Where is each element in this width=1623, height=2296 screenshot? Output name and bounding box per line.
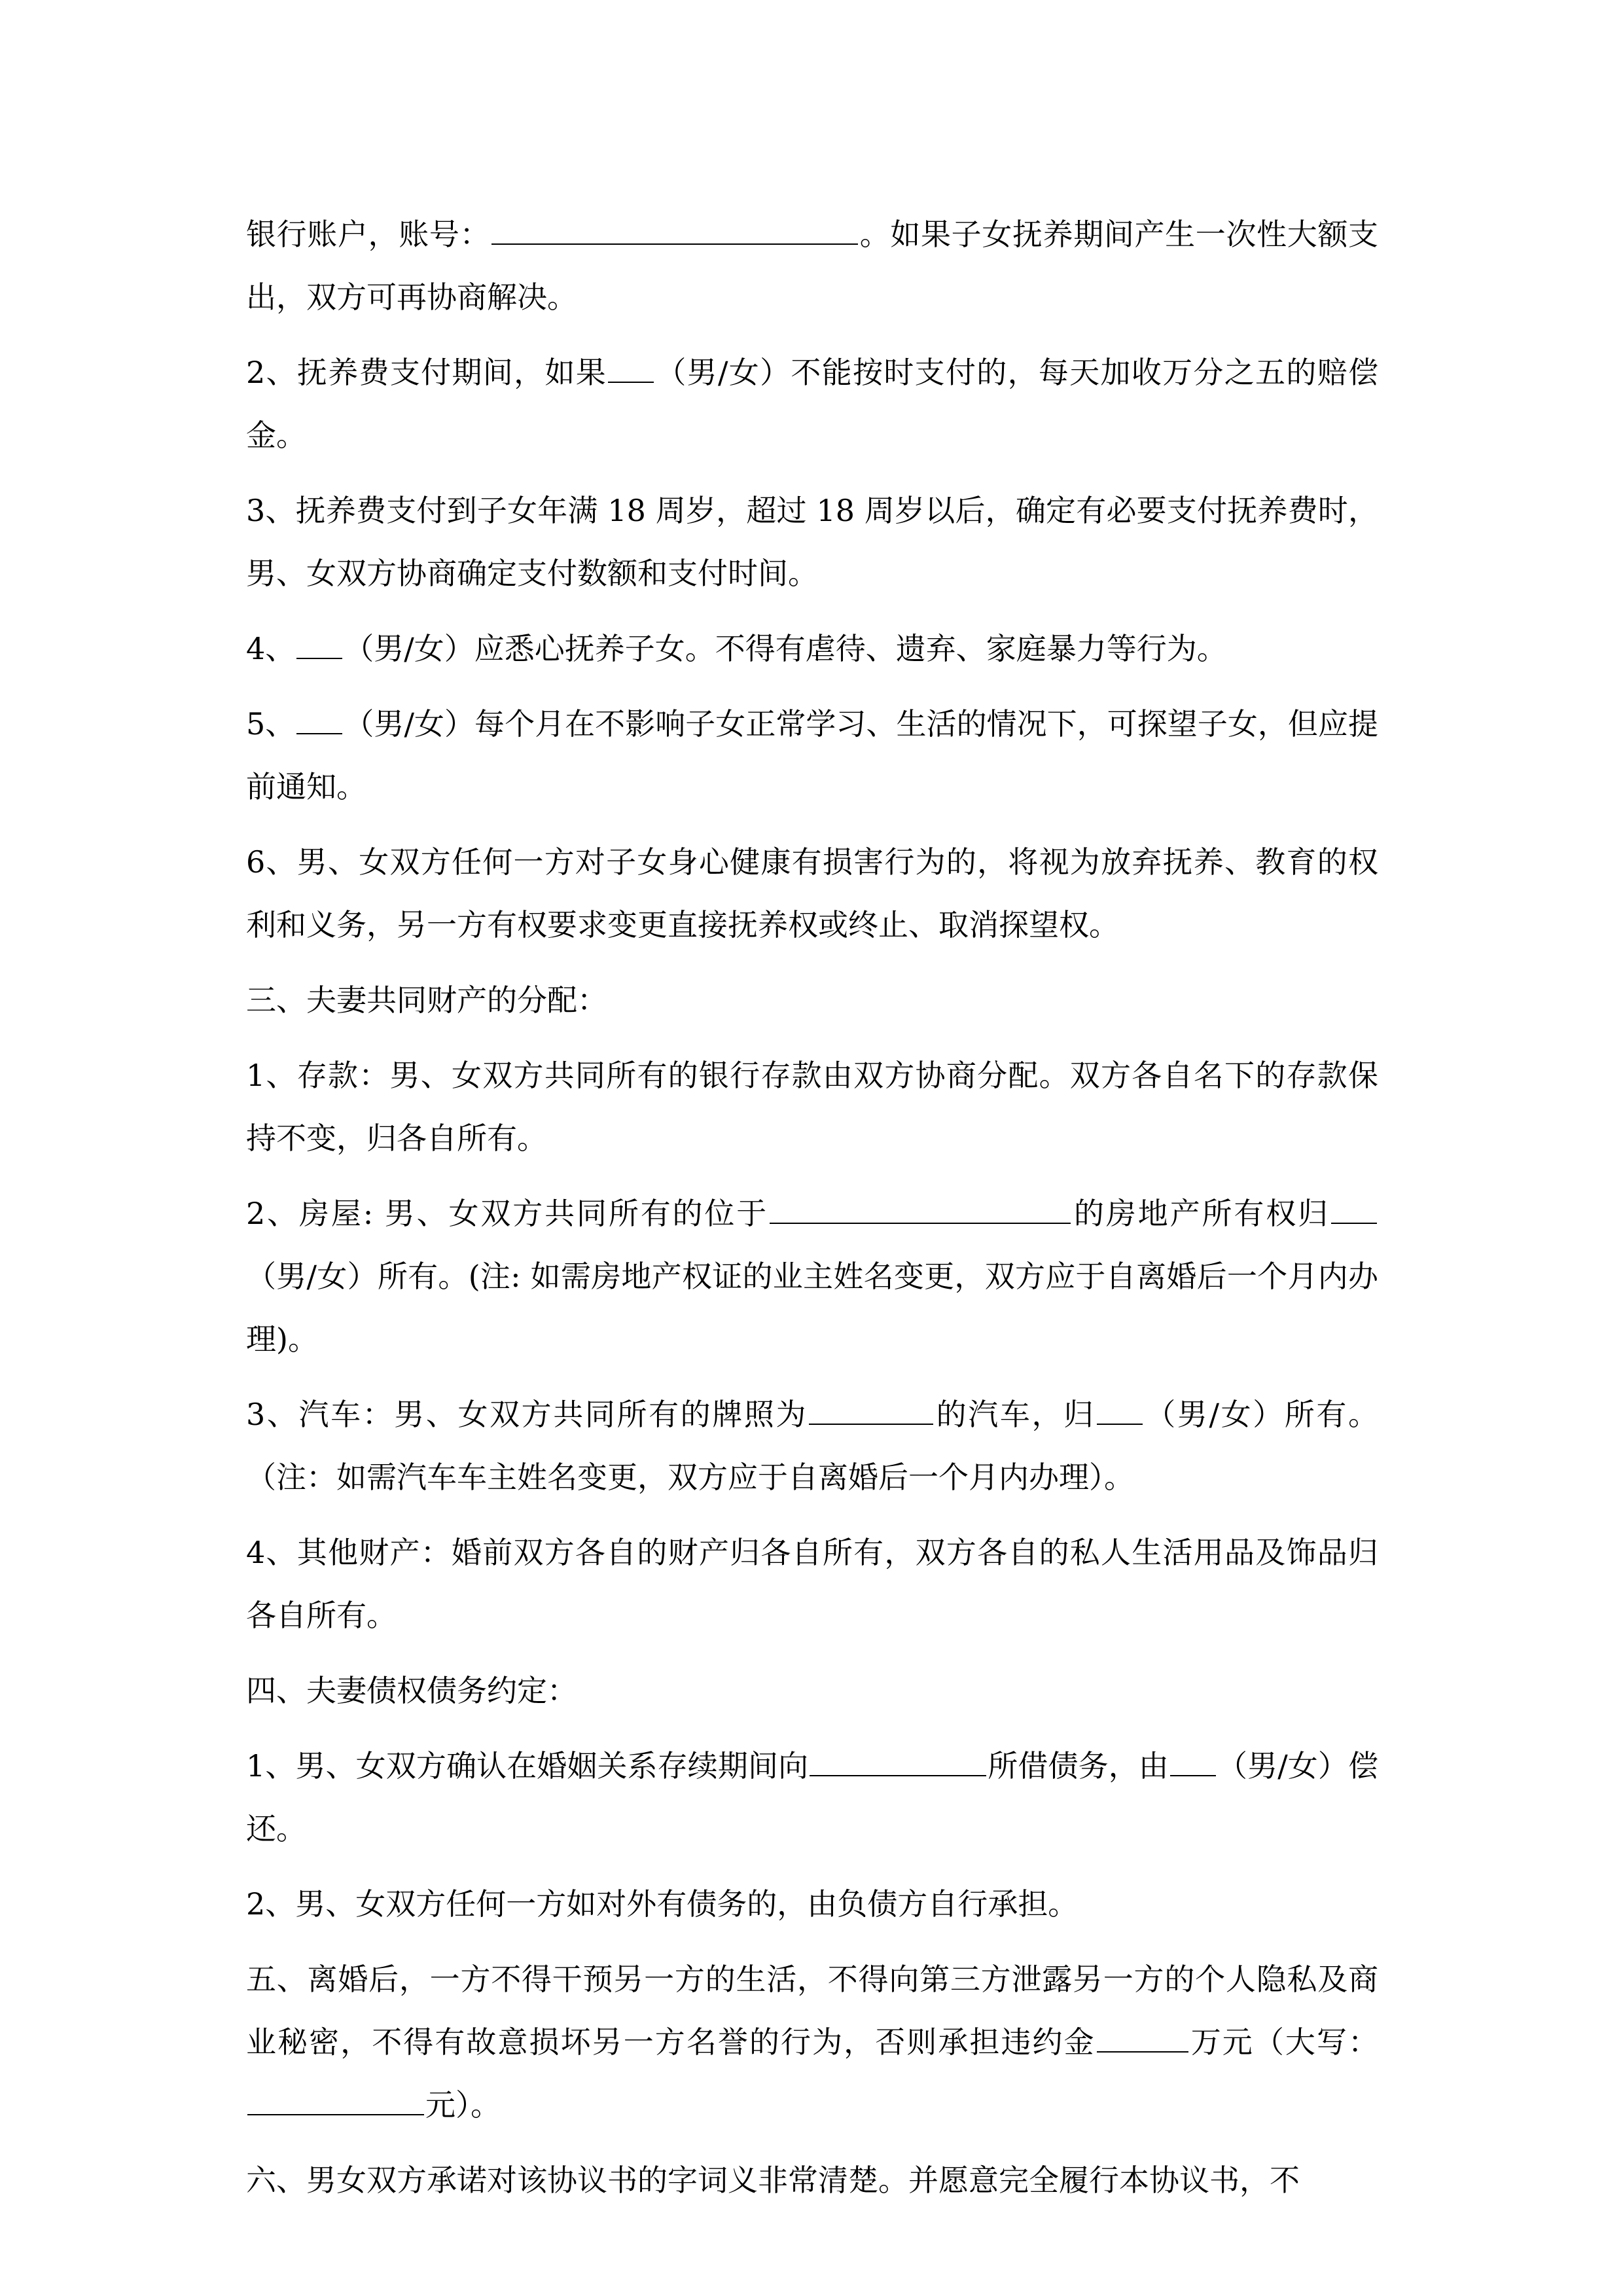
fill-in-blank[interactable] <box>770 1196 1071 1224</box>
paragraph-text: （男/女）不能按时支付的，每天加收万分之五的赔偿金。 <box>246 355 1378 453</box>
paragraph-text: （男/女）应悉心抚养子女。不得有虐待、遗弃、家庭暴力等行为。 <box>344 631 1227 666</box>
paragraph-text: 银行账户，账号： <box>246 217 491 252</box>
fill-in-blank[interactable] <box>608 355 654 383</box>
paragraph-text: （男/女）偿还。 <box>246 1748 1379 1846</box>
paragraph-text: 。如果子女抚养期间产生一次性大额支出，双方可再协商解决。 <box>246 217 1379 315</box>
fill-in-blank[interactable] <box>491 217 858 245</box>
fill-in-blank[interactable] <box>296 707 342 734</box>
clause-paragraph <box>246 1044 1378 1170</box>
paragraph-text: 的房地产所有权归 <box>1072 1196 1330 1231</box>
section-heading <box>246 1948 1378 2136</box>
fill-in-blank[interactable] <box>1170 1749 1216 1776</box>
clause-paragraph <box>246 1383 1378 1509</box>
clause-paragraph <box>246 479 1378 605</box>
paragraph-text: 1、男、女双方确认在婚姻关系存续期间向 <box>246 1748 809 1784</box>
paragraph-text: 4、其他财产：婚前双方各自的财产归各自所有，双方各自的私人生活用品及饰品归各自所有。 <box>246 1535 1378 1633</box>
paragraph-text: 元）。 <box>425 2087 501 2123</box>
clause-paragraph <box>246 1734 1378 1860</box>
paragraph-text: 2、抚养费支付期间，如果 <box>246 355 607 390</box>
clause-paragraph <box>246 1873 1378 1935</box>
paragraph-text: （男/女）所有。（注：如需汽车车主姓名变更，双方应于自离婚后一个月内办理）。 <box>246 1397 1378 1495</box>
clause-paragraph <box>246 692 1378 818</box>
fill-in-blank[interactable] <box>1331 1196 1377 1224</box>
fill-in-blank[interactable] <box>810 1749 986 1776</box>
paragraph-text: 3、抚养费支付到子女年满 18 周岁，超过 18 周岁以后，确定有必要支付抚养费时，男、女双方协商确定支付数额和支付时间。 <box>246 493 1378 591</box>
paragraph-text: 6、男、女双方任何一方对子女身心健康有损害行为的，将视为放弃抚养、教育的权利和义务，另一方有权要求变更直接抚养权或终止、取消探望权。 <box>246 844 1378 942</box>
clause-paragraph <box>246 617 1378 680</box>
paragraph-text: 5、 <box>246 706 296 742</box>
paragraph-text: 万元（大写： <box>1189 2024 1379 2060</box>
fill-in-blank[interactable] <box>809 1397 933 1425</box>
fill-in-blank[interactable] <box>247 2088 424 2115</box>
clause-paragraph <box>246 203 1378 329</box>
section-heading <box>246 969 1378 1031</box>
clause-paragraph <box>246 1182 1378 1371</box>
paragraph-text: （男/女）所有。(注: 如需房地产权证的业主姓名变更，双方应于自离婚后一个月内办理)。 <box>246 1259 1378 1357</box>
paragraph-text: 五、离婚后，一方不得干预另一方的生活，不得向第三方泄露另一方的个人隐私及商业秘密，不得有故意损坏另一方名誉的行为，否则承担违约金 <box>246 1962 1378 2060</box>
paragraph-text: 2、房屋: 男、女双方共同所有的位于 <box>246 1196 769 1231</box>
section-heading <box>246 1659 1378 1722</box>
fill-in-blank[interactable] <box>1097 2025 1188 2053</box>
paragraph-text: 3、汽车：男、女双方共同所有的牌照为 <box>246 1397 808 1432</box>
section-heading <box>246 2149 1378 2212</box>
paragraph-text: （男/女）每个月在不影响子女正常学习、生活的情况下，可探望子女，但应提前通知。 <box>246 706 1378 804</box>
document-page <box>246 203 1378 2224</box>
paragraph-text: 4、 <box>246 631 296 666</box>
clause-paragraph <box>246 1521 1378 1647</box>
paragraph-text: 所借债务，由 <box>988 1748 1169 1784</box>
clause-paragraph <box>246 831 1378 956</box>
fill-in-blank[interactable] <box>1097 1397 1143 1425</box>
paragraph-text: 的汽车，归 <box>935 1397 1096 1432</box>
clause-paragraph <box>246 341 1378 467</box>
paragraph-text: 四、夫妻债权债务约定： <box>246 1673 577 1708</box>
paragraph-text: 三、夫妻共同财产的分配： <box>246 982 607 1018</box>
paragraph-text: 2、男、女双方任何一方如对外有债务的，由负债方自行承担。 <box>246 1886 1079 1922</box>
paragraph-text: 六、男女双方承诺对该协议书的字词义非常清楚。并愿意完全履行本协议书，不 <box>246 2162 1300 2198</box>
fill-in-blank[interactable] <box>296 632 342 659</box>
paragraph-text: 1、存款：男、女双方共同所有的银行存款由双方协商分配。双方各自名下的存款保持不变，归各自所有。 <box>246 1058 1378 1156</box>
